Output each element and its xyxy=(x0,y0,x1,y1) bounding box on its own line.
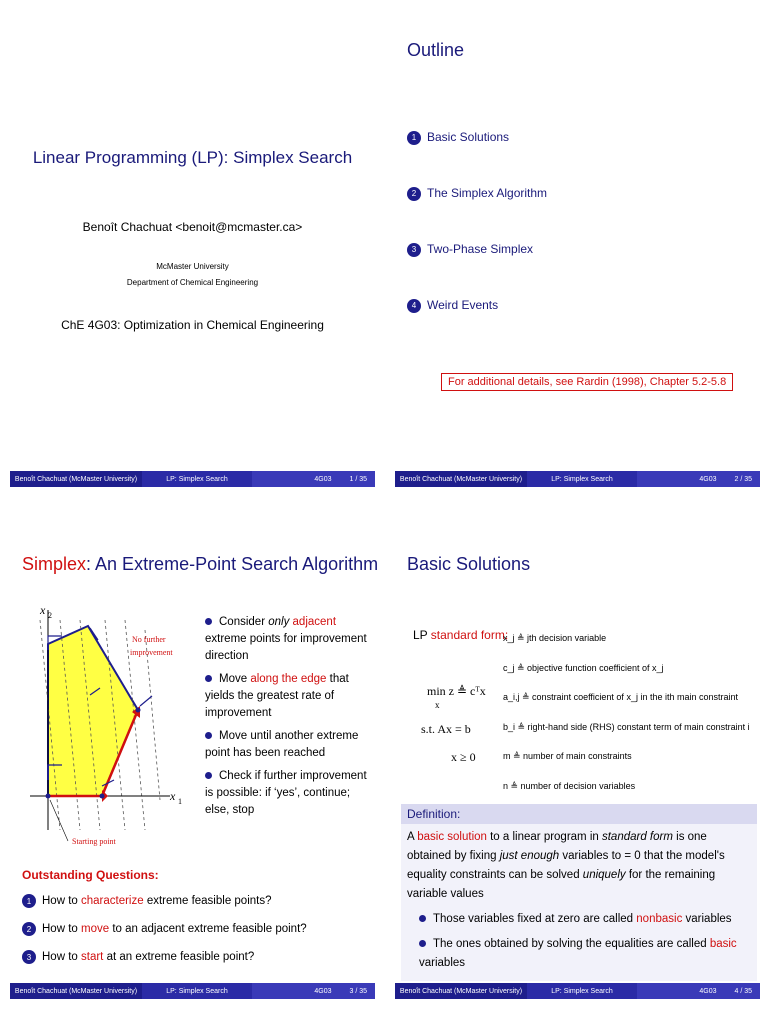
x2-sub-label: 2 xyxy=(48,611,52,620)
lp-label: LP standard form: xyxy=(413,628,509,642)
objective-sub: x xyxy=(435,700,440,710)
bullet-item: Check if further improvement is possible: if ‘yes’, continue; else, stop xyxy=(205,770,367,816)
item-number: 1 xyxy=(407,131,421,145)
slide-title: Linear Programming (LP): Simplex Search xyxy=(32,148,353,167)
slide-3 xyxy=(0,512,385,1024)
x2-label: x xyxy=(40,603,46,617)
outline-item[interactable] xyxy=(407,186,547,201)
footer-author: Benoît Chachuat (McMaster University) xyxy=(10,983,142,999)
sub-bullet: The ones obtained by solving the equalities are called basic variables xyxy=(419,938,737,969)
footer-code: 4G03 xyxy=(699,475,717,483)
question-item: 1 How to characterize extreme feasible points? xyxy=(22,894,272,908)
slide-2 xyxy=(385,0,770,512)
no-further-label-1: No further xyxy=(132,635,166,644)
bullet-item: Consider only adjacent extreme points for improvement direction xyxy=(205,616,367,662)
def-item: a_i,j ≜ constraint coefficient of x_j in the ith main constraint xyxy=(503,692,738,702)
item-number: 2 xyxy=(407,187,421,201)
def-item: m ≜ number of main constraints xyxy=(503,751,632,761)
reference-note: For additional details, see Rardin (1998), Chapter 5.2-5.8 xyxy=(441,373,733,391)
footer-page: 3 / 35 xyxy=(349,987,367,995)
bullet-item: Move until another extreme point has been reached xyxy=(205,730,359,759)
outline-item-label: The Simplex Algorithm xyxy=(427,186,548,200)
slide-1 xyxy=(0,0,385,512)
outline-item[interactable] xyxy=(407,130,509,145)
affiliation-1: McMaster University xyxy=(156,262,229,271)
footer-code: 4G03 xyxy=(314,987,332,995)
no-further-label-2: improvement xyxy=(130,648,173,657)
footer-page: 1 / 35 xyxy=(349,475,367,483)
footer xyxy=(10,471,375,487)
affiliation-2: Department of Chemical Engineering xyxy=(126,278,259,287)
feasible-region xyxy=(48,626,138,796)
outline-item-label: Basic Solutions xyxy=(427,130,510,144)
x1-sub-label: 1 xyxy=(178,797,182,806)
questions-title: Outstanding Questions: xyxy=(22,868,159,882)
nonneg: x ≥ 0 xyxy=(451,750,476,764)
slide-title: Basic Solutions xyxy=(407,554,531,574)
outline-item[interactable] xyxy=(407,242,533,257)
slide-4 xyxy=(385,512,770,1024)
def-item: c_j ≜ objective function coefficient of x_j xyxy=(503,662,664,673)
footer-short-title: LP: Simplex Search xyxy=(142,471,252,487)
footer-author: Benoît Chachuat (McMaster University) xyxy=(10,471,142,487)
footer-page: 4 / 35 xyxy=(734,987,752,995)
objective: min z ≜ cᵀx xyxy=(427,684,486,698)
question-item: 2 How to move to an adjacent extreme feasible point? xyxy=(22,922,307,936)
footer-author: Benoît Chachuat (McMaster University) xyxy=(395,983,527,999)
title-highlight: Simplex xyxy=(22,554,87,574)
author: Benoît Chachuat <benoit@mcmaster.ca> xyxy=(82,220,303,234)
definitions xyxy=(503,624,750,801)
bullet-item: Move along the edge that yields the greatest rate of improvement xyxy=(205,673,349,719)
item-number: 4 xyxy=(407,299,421,313)
item-number: 3 xyxy=(407,243,421,257)
footer-author: Benoît Chachuat (McMaster University) xyxy=(395,471,527,487)
title-rest: : An Extreme-Point Search Algorithm xyxy=(86,554,379,574)
outline-item[interactable] xyxy=(407,298,498,313)
def-item: x_j ≜ jth decision variable xyxy=(503,633,607,643)
def-item: b_i ≜ right-hand side (RHS) constant term of main constraint i xyxy=(503,721,750,732)
footer-short-title: LP: Simplex Search xyxy=(142,983,252,999)
starting-point-label: Starting point xyxy=(72,837,116,846)
footer-short-title: LP: Simplex Search xyxy=(527,983,637,999)
slide-title xyxy=(22,554,378,575)
sub-bullet: Those variables fixed at zero are called nonbasic variables xyxy=(419,910,751,929)
slide-title: Outline xyxy=(407,40,465,60)
footer-page: 2 / 35 xyxy=(734,475,752,483)
footer-code: 4G03 xyxy=(314,475,332,483)
definition-title: Definition: xyxy=(401,804,757,824)
extreme-point xyxy=(46,794,51,799)
footer-code: 4G03 xyxy=(699,987,717,995)
bullet-list xyxy=(205,614,375,819)
footer xyxy=(395,471,760,487)
question-item: 3 How to start at an extreme feasible point? xyxy=(22,950,254,964)
course: ChE 4G03: Optimization in Chemical Engineering xyxy=(61,318,324,332)
extreme-point xyxy=(136,708,141,713)
extreme-point xyxy=(100,794,105,799)
definition-block xyxy=(401,804,757,981)
feasible-region-figure xyxy=(10,600,210,860)
outline-item-label: Two-Phase Simplex xyxy=(427,242,534,256)
outline-item-label: Weird Events xyxy=(427,298,499,312)
footer-short-title: LP: Simplex Search xyxy=(527,471,637,487)
footer xyxy=(10,983,375,999)
def-item: n ≜ number of decision variables xyxy=(503,780,636,791)
footer xyxy=(395,983,760,999)
constraint: s.t. Ax = b xyxy=(421,722,471,736)
x1-label: x xyxy=(170,789,176,803)
definition-body: A basic solution to a linear program in standard form is one obtained by fixing just enough variables to = 0 that the model's equality constraints can be solved uniquely for the remaining variable values Those variables fixed at zero are called nonbasic variables The ones obtained by solving the equalities are called basic variables xyxy=(401,824,757,981)
